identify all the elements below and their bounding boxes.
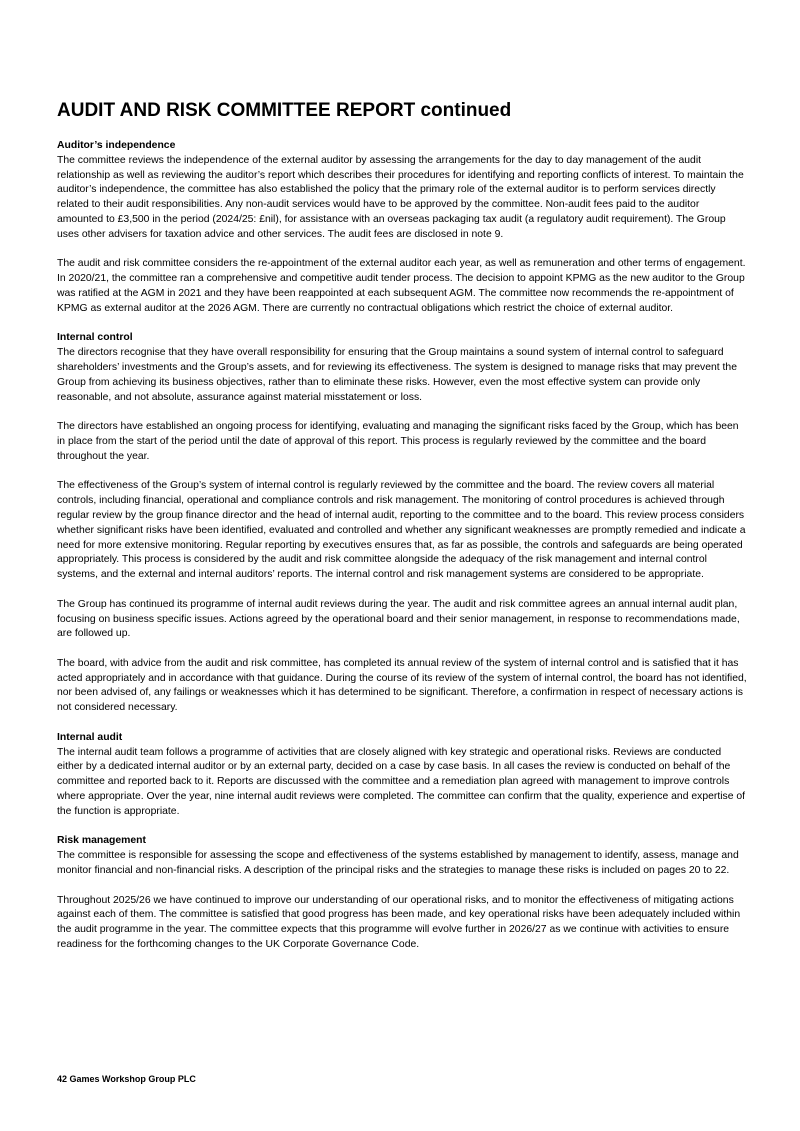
page-title: AUDIT AND RISK COMMITTEE REPORT continued [57,100,512,121]
page-footer: 42 Games Workshop Group PLC [57,1074,196,1084]
paragraph: The board, with advice from the audit and risk committee, has completed its annual review of the system of internal control and is satisfied that it has acted appropriately and in accordance with that guidance. During the course of its review of the system of internal control, the board has not identified, nor been advised of, any failings or weaknesses which it has determined to be significant. Therefore, a confirmation in respect of necessary actions is not considered necessary. [57,657,747,714]
paragraph: The directors recognise that they have overall responsibility for ensuring that the Group maintains a sound system of internal control to safeguard shareholders’ investments and the Group’s assets, and for reviewing its effectiveness. The system is designed to manage risks that may prevent the Group from achieving its business objectives, rather than to eliminate these risks. However, even the most effective system can provide only reasonable, and not absolute, assurance against material misstatement or loss. [57,347,737,403]
section-heading: Auditor’s independence [57,140,176,151]
paragraph: The directors have established an ongoing process for identifying, evaluating and managing the significant risks faced by the Group, which has been in place from the start of the period until the date of approval of this report. This process is regularly reviewed by the committee and the board throughout the year. [57,421,739,462]
paragraph: The audit and risk committee considers the re-appointment of the external auditor each year, as well as remuneration and other terms of engagement. In 2020/21, the committee ran a comprehensive and competitive audit tender process. The decision to appoint KPMG as the new auditor to the Group was ratified at the AGM in 2021 and they have been reappointed at each subsequent AGM. The committee now recommends the re-appointment of KPMG as external auditor at the 2026 AGM. There are currently no contractual obligations which restrict the choice of external auditor. [57,258,746,314]
section-internal-control [57,331,747,716]
section-heading: Internal audit [57,731,123,743]
paragraph: The effectiveness of the Group’s system of internal control is regularly reviewed by the committee and the board. The review covers all material controls, including financial, operational and compliance controls and risk management. The monitoring of control procedures is achieved through regular review by the group finance director and the head of internal audit, reporting to the committee and to the board. This review process considers whether significant risks have been identified, evaluated and controlled and whether any significant weaknesses are promptly remedied and indicate a need for more extensive monitoring. Regular reporting by executives ensures that, as far as possible, the controls and safeguards are being operated appropriately. This process is considered by the audit and risk committee alongside the adequacy of the risk management and internal control systems, and the external and internal auditors’ reports. The internal control and risk management systems are considered to be appropriate. [57,480,746,581]
paragraph: The Group has continued its programme of internal audit reviews during the year. The audit and risk committee agrees an annual internal audit plan, focusing on business specific issues. Actions agreed by the operational board and their senior management, in response to recommendations made, are followed up. [57,598,740,640]
paragraph: The committee reviews the independence of the external auditor by assessing the arrangements for the day to day management of the audit relationship as well as reviewing the auditor’s report which describes their procedures for identifying and reporting conflicts of interest. To maintain the auditor’s independence, the committee has also established the policy that the primary role of the external auditor is to perform services directly related to their audit responsibilities. Any non-audit services would have to be approved by the committee. Non-audit fees paid to the auditor amounted to £3,500 in the period (2024/25: £nil), for assistance with an overseas packaging tax audit (a regulatory audit requirement). The Group uses other advisers for taxation advice and other services. The audit fees are disclosed in note 9. [57,154,744,240]
section-risk-management [57,834,747,952]
paragraph: Throughout 2025/26 we have continued to improve our understanding of our operational risks, and to monitor the effectiveness of mitigating actions against each of them. The committee is satisfied that good progress has been made, and key operational risks have been adequately included within the audit programme in the year. The committee expects that this programme will evolve further in 2026/27 as we continue with activities to ensure readiness for the forthcoming changes to the UK Corporate Governance Code. [57,894,741,951]
section-heading: Internal control [57,332,133,344]
paragraph: The internal audit team follows a programme of activities that are closely aligned with key strategic and operational risks. Reviews are conducted either by a dedicated internal auditor or by an external party, decided on a case by case basis. In all cases the review is conducted on behalf of the committee and reported back to it. Reports are discussed with the committee and a remediation plan agreed with management to improve controls where appropriate. Over the year, nine internal audit reviews were completed. The committee can confirm that the quality, experience and expertise of the function is appropriate. [57,746,746,817]
section-auditors-independence [57,139,747,317]
section-internal-audit [57,731,747,820]
report-body [57,139,747,968]
paragraph: The committee is responsible for assessing the scope and effectiveness of the systems established by management to identify, assess, manage and monitor financial and non-financial risks. A description of the principal risks and the strategies to manage these risks is included on pages 20 to 22. [57,850,739,877]
section-heading: Risk management [57,835,146,847]
